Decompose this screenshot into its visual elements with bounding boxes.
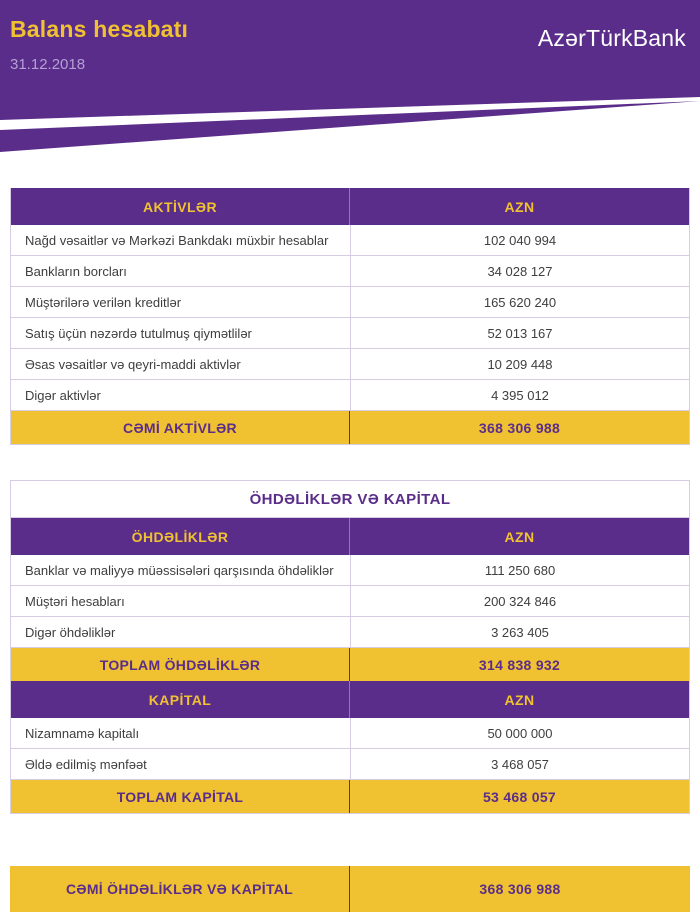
report-date: 31.12.2018 (10, 56, 86, 73)
table-row (11, 718, 689, 749)
total-label: TOPLAM KAPİTAL (11, 780, 350, 813)
table-row (11, 287, 689, 318)
assets-table (10, 188, 690, 445)
table-row (11, 749, 689, 780)
row-value: 111 250 680 (350, 555, 689, 585)
assets-table-header (11, 188, 689, 225)
row-value: 50 000 000 (350, 718, 689, 748)
row-label: Satış üçün nəzərdə tutulmuş qiymətlilər (25, 325, 252, 341)
total-value: 368 306 988 (478, 419, 561, 436)
row-label: Əsas vəsaitlər və qeyri-maddi aktivlər (25, 356, 241, 372)
total-label: CƏMİ AKTİVLƏR (11, 411, 350, 444)
row-label: Bankların borcları (25, 263, 127, 279)
row-value: 3 468 057 (350, 749, 689, 779)
liabilities-table-header (11, 518, 689, 555)
grand-total-row (10, 866, 690, 912)
capital-total-row (11, 780, 689, 813)
page-title: Balans hesabatı (10, 16, 189, 42)
table-row (11, 617, 689, 648)
table-row (11, 318, 689, 349)
row-label: Digər öhdəliklər (25, 624, 116, 640)
header-left (10, 16, 188, 73)
total-value: 314 838 932 (478, 656, 561, 673)
grand-total-label: CƏMİ ÖHDƏLİKLƏR VƏ KAPİTAL (10, 866, 350, 912)
liabilities-capital-table (10, 480, 690, 814)
liabilities-total-row (11, 648, 689, 681)
row-label: Müştəri hesabları (25, 593, 125, 609)
capital-header-label: KAPİTAL (11, 681, 350, 718)
row-value: 10 209 448 (350, 349, 689, 379)
liabilities-header-label: ÖHDƏLİKLƏR (11, 518, 350, 555)
section-title: ÖHDƏLİKLƏR VƏ KAPİTAL (11, 481, 689, 518)
row-value: 4 395 012 (350, 380, 689, 410)
table-row (11, 256, 689, 287)
total-label: TOPLAM ÖHDƏLİKLƏR (11, 648, 350, 681)
row-value: 52 013 167 (350, 318, 689, 348)
table-row (11, 555, 689, 586)
capital-table-header (11, 681, 689, 718)
liabilities-header-unit: AZN (504, 528, 535, 545)
table-row (11, 349, 689, 380)
row-label: Əldə edilmiş mənfəət (25, 756, 147, 772)
table-row (11, 586, 689, 617)
table-row (11, 380, 689, 411)
header-content (0, 0, 700, 73)
assets-total-row (11, 411, 689, 444)
row-value: 200 324 846 (350, 586, 689, 616)
row-label: Digər aktivlər (25, 387, 101, 403)
row-label: Nağd vəsaitlər və Mərkəzi Bankdakı müxbir hesablar (25, 232, 329, 248)
total-value: 53 468 057 (482, 788, 557, 805)
report-header (0, 0, 700, 152)
row-value: 34 028 127 (350, 256, 689, 286)
row-label: Banklar və maliyyə müəssisələri qarşısında öhdəliklər (25, 562, 334, 578)
bank-logo: AzərTürkBank (537, 25, 686, 51)
row-value: 3 263 405 (350, 617, 689, 647)
row-value: 165 620 240 (350, 287, 689, 317)
assets-header-unit: AZN (504, 198, 535, 215)
row-label: Nizamnamə kapitalı (25, 725, 140, 741)
capital-header-unit: AZN (504, 691, 535, 708)
row-value: 102 040 994 (350, 225, 689, 255)
row-label: Müştərilərə verilən kreditlər (25, 294, 182, 310)
table-row (11, 225, 689, 256)
assets-header-label: AKTİVLƏR (11, 188, 350, 225)
grand-total-value: 368 306 988 (479, 881, 561, 897)
